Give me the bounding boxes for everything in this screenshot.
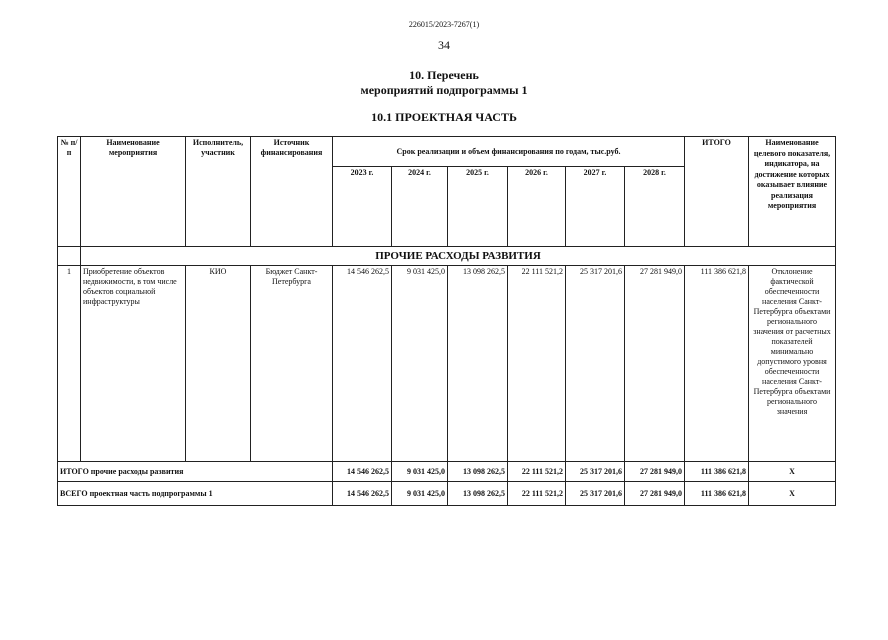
header-source: Источник финансирования — [251, 137, 333, 247]
total-all-value: 27 281 949,0 — [625, 482, 685, 506]
total-all-total: 111 386 621,8 — [685, 482, 749, 506]
row-source: Бюджет Санкт-Петербурга — [251, 266, 333, 462]
row-value: 27 281 949,0 — [625, 266, 685, 462]
section-title: ПРОЧИЕ РАСХОДЫ РАЗВИТИЯ — [81, 247, 836, 266]
section-row — [58, 247, 836, 266]
total-all-row — [58, 482, 836, 506]
total-other-value: 22 111 521,2 — [508, 462, 566, 482]
title-line-1: 10. Перечень — [409, 68, 479, 82]
total-other-row — [58, 462, 836, 482]
page-title — [0, 68, 888, 98]
section-subtitle: 10.1 ПРОЕКТНАЯ ЧАСТЬ — [371, 110, 517, 124]
total-other-value: 25 317 201,6 — [566, 462, 625, 482]
row-total: 111 386 621,8 — [685, 266, 749, 462]
header-indicator: Наименование целевого показателя, индикатора, на достижение которых оказывает влияние реализация мероприятия — [749, 137, 836, 247]
header-year: 2026 г. — [508, 167, 566, 247]
total-other-mark: Х — [749, 462, 836, 482]
total-all-mark: Х — [749, 482, 836, 506]
total-other-label: ИТОГО прочие расходы развития — [58, 462, 333, 482]
header-total: ИТОГО — [685, 137, 749, 247]
header-year: 2025 г. — [448, 167, 508, 247]
total-other-value: 14 546 262,5 — [333, 462, 392, 482]
row-value: 13 098 262,5 — [448, 266, 508, 462]
total-other-total: 111 386 621,8 — [685, 462, 749, 482]
header-name: Наименование мероприятия — [81, 137, 186, 247]
row-name: Приобретение объектов недвижимости, в том числе объектов социальной инфраструктуры — [81, 266, 186, 462]
row-executor: КИО — [186, 266, 251, 462]
total-all-value: 22 111 521,2 — [508, 482, 566, 506]
header-period: Срок реализации и объем финансирования по годам, тыс.руб. — [333, 137, 685, 167]
row-num: 1 — [58, 266, 81, 462]
header-executor: Исполнитель, участник — [186, 137, 251, 247]
measures-table — [57, 136, 836, 506]
header-row-1 — [58, 137, 836, 167]
title-line-2: мероприятий подпрограммы 1 — [360, 83, 528, 97]
row-value: 9 031 425,0 — [392, 266, 448, 462]
total-other-value: 13 098 262,5 — [448, 462, 508, 482]
row-indicator: Отклонение фактической обеспеченности населения Санкт-Петербурга объектами регионального значения от расчетных показателей минимально допустимого уровня обеспеченности населения Санкт-Петербурга объектами регионального значения — [749, 266, 836, 462]
document-number: 226015/2023-7267(1) — [408, 20, 480, 29]
total-other-value: 27 281 949,0 — [625, 462, 685, 482]
row-value: 14 546 262,5 — [333, 266, 392, 462]
total-other-value: 9 031 425,0 — [392, 462, 448, 482]
total-all-value: 9 031 425,0 — [392, 482, 448, 506]
total-all-value: 14 546 262,5 — [333, 482, 392, 506]
header-year: 2024 г. — [392, 167, 448, 247]
total-all-label: ВСЕГО проектная часть подпрограммы 1 — [58, 482, 333, 506]
header-year: 2027 г. — [566, 167, 625, 247]
total-all-value: 13 098 262,5 — [448, 482, 508, 506]
header-num: № п/п — [58, 137, 81, 247]
header-year: 2023 г. — [333, 167, 392, 247]
table-row — [58, 266, 836, 462]
row-value: 25 317 201,6 — [566, 266, 625, 462]
header-year: 2028 г. — [625, 167, 685, 247]
row-value: 22 111 521,2 — [508, 266, 566, 462]
page-number: 34 — [438, 38, 450, 52]
total-all-value: 25 317 201,6 — [566, 482, 625, 506]
